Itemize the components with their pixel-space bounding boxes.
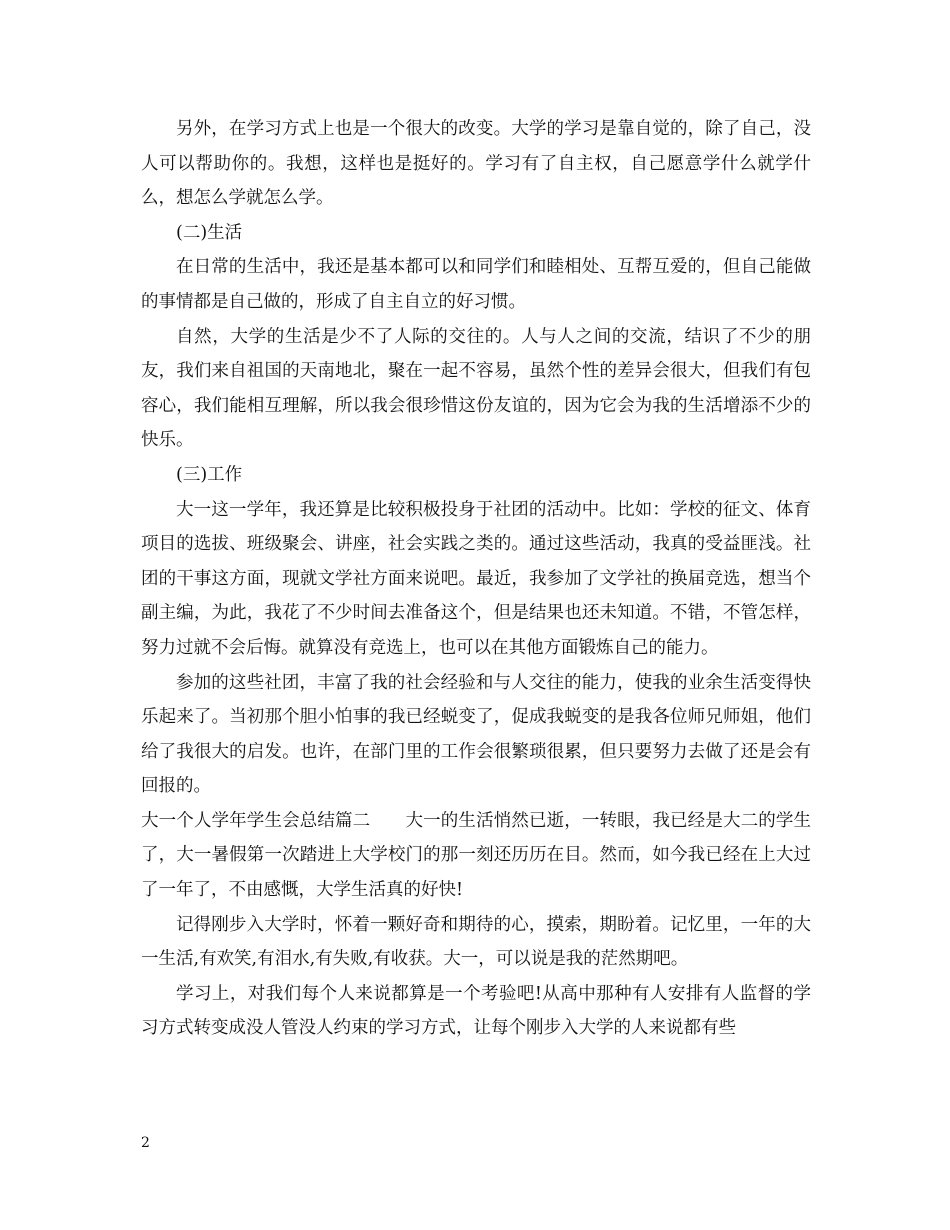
document-body (141, 112, 811, 1046)
page-number: 2 (141, 1135, 150, 1151)
paragraph-club-experience: 参加的这些社团，丰富了我的社会经验和与人交往的能力，使我的业余生活变得快乐起来了。当初那个胆小怕事的我已经蜕变了，促成我蜕变的是我各位师兄师姐，他们给了我很大的启发。也许，在部门里的工作会很繁琐很累，但只要努力去做了还是会有回报的。 (141, 672, 811, 797)
paragraph-part-two-intro: 大一个人学年学生会总结篇二 大一的生活悄然已逝，一转眼，我已经是大二的学生了，大一暑假第一次踏进上大学校门的那一刻还历历在目。然而，如今我已经在上大过了一年了，不由感慨，大学生活真的好快! (141, 810, 811, 901)
paragraph-social-life: 自然，大学的生活是少不了人际的交往的。人与人之间的交流，结识了不少的朋友，我们来自祖国的天南地北，聚在一起不容易，虽然个性的差异会很大，但我们有包容心，我们能相互理解，所以我会很珍惜这份友谊的，因为它会为我的生活增添不少的快乐。 (141, 326, 811, 451)
section-heading-work: (三)工作 (176, 464, 243, 485)
section-heading-life: (二)生活 (176, 222, 243, 243)
paragraph-daily-life: 在日常的生活中，我还是基本都可以和同学们和睦相处、互帮互爱的，但自己能做的事情都是自己做的，形成了自主自立的好习惯。 (141, 257, 811, 312)
paragraph-club-activities: 大一这一学年，我还算是比较积极投身于社团的活动中。比如：学校的征文、体育项目的选拔、班级聚会、讲座，社会实践之类的。通过这些活动，我真的受益匪浅。社团的干事这方面，现就文学社方面来说吧。最近，我参加了文学社的换届竞选，想当个副主编，为此，我花了不少时间去准备这个，但是结果也还未知道。不错，不管怎样，努力过就不会后悔。就算没有竞选上，也可以在其他方面锻炼自己的能力。 (141, 499, 811, 658)
paragraph-freshman-memories: 记得刚步入大学时，怀着一颗好奇和期待的心，摸索，期盼着。记忆里，一年的大一生活,有欢笑,有泪水,有失败,有收获。大一，可以说是我的茫然期吧。 (141, 914, 811, 970)
paragraph-study-challenge: 学习上，对我们每个人来说都算是一个考验吧!从高中那种有人安排有人监督的学习方式转变成没人管没人约束的学习方式，让每个刚步入大学的人来说都有些 (141, 983, 811, 1039)
paragraph-study-method: 另外，在学习方式上也是一个很大的改变。大学的学习是靠自觉的，除了自己，没人可以帮助你的。我想，这样也是挺好的。学习有了自主权，自己愿意学什么就学什么，想怎么学就怎么学。 (141, 119, 811, 209)
